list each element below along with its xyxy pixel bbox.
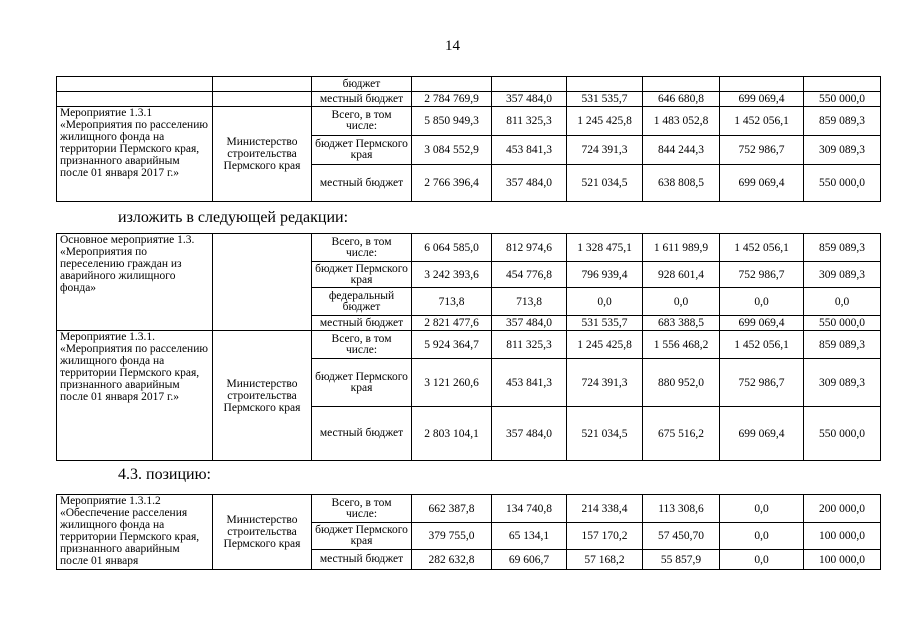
source-cell: бюджет Пермского края: [312, 523, 412, 550]
value-cell: 796 939,4: [567, 262, 643, 288]
value-cell: 811 325,3: [492, 331, 567, 359]
value-cell: 0,0: [643, 288, 720, 316]
source-cell: местный бюджет: [312, 407, 412, 461]
value-cell: 1 483 052,8: [643, 107, 720, 136]
value-cell: 1 452 056,1: [720, 234, 804, 262]
ministry-cell: Министерство строительства Пермского края: [213, 107, 312, 202]
source-cell: бюджет: [312, 77, 412, 92]
value-cell: 683 388,5: [643, 316, 720, 331]
table-row: [57, 331, 881, 359]
value-cell: 550 000,0: [804, 407, 881, 461]
value-cell: 100 000,0: [804, 523, 881, 550]
value-cell: 5 924 364,7: [412, 331, 492, 359]
top-table: [56, 76, 881, 202]
value-cell: 1 452 056,1: [720, 107, 804, 136]
value-cell: 638 808,5: [643, 165, 720, 202]
value-cell: 379 755,0: [412, 523, 492, 550]
bottom-table: [56, 494, 881, 570]
value-cell: 357 484,0: [492, 316, 567, 331]
value-cell: 309 089,3: [804, 262, 881, 288]
value-cell: [720, 77, 804, 92]
value-cell: 57 450,70: [643, 523, 720, 550]
value-cell: 521 034,5: [567, 407, 643, 461]
value-cell: 0,0: [567, 288, 643, 316]
value-cell: 699 069,4: [720, 407, 804, 461]
value-cell: 812 974,6: [492, 234, 567, 262]
value-cell: 859 089,3: [804, 107, 881, 136]
value-cell: 699 069,4: [720, 316, 804, 331]
value-cell: 699 069,4: [720, 165, 804, 202]
source-cell: Всего, в том числе:: [312, 107, 412, 136]
value-cell: 1 328 475,1: [567, 234, 643, 262]
value-cell: 550 000,0: [804, 92, 881, 107]
ministry-cell: Министерство строительства Пермского края: [213, 331, 312, 461]
section-heading: изложить в следующей редакции:: [118, 209, 349, 226]
value-cell: 0,0: [720, 495, 804, 523]
ministry-cell: Министерство строительства Пермского края: [213, 495, 312, 570]
value-cell: 1 556 468,2: [643, 331, 720, 359]
value-cell: 724 391,3: [567, 359, 643, 407]
value-cell: 928 601,4: [643, 262, 720, 288]
table-row: [57, 495, 881, 523]
value-cell: 6 064 585,0: [412, 234, 492, 262]
value-cell: 357 484,0: [492, 407, 567, 461]
source-cell: местный бюджет: [312, 165, 412, 202]
value-cell: 0,0: [720, 288, 804, 316]
event-cell: Мероприятие 1.3.1.2 «Обеспечение расселения жилищного фонда на территории Пермского края, признанного аварийным после 01 января: [57, 495, 213, 570]
value-cell: 200 000,0: [804, 495, 881, 523]
value-cell: 646 680,8: [643, 92, 720, 107]
value-cell: 880 952,0: [643, 359, 720, 407]
table-row: [57, 234, 881, 262]
value-cell: 357 484,0: [492, 165, 567, 202]
page-number: 14: [445, 38, 460, 54]
value-cell: 521 034,5: [567, 165, 643, 202]
table-row: [57, 107, 881, 136]
value-cell: 69 606,7: [492, 550, 567, 570]
source-cell: федеральный бюджет: [312, 288, 412, 316]
value-cell: 662 387,8: [412, 495, 492, 523]
value-cell: 550 000,0: [804, 165, 881, 202]
value-cell: 752 986,7: [720, 359, 804, 407]
value-cell: 55 857,9: [643, 550, 720, 570]
value-cell: 453 841,3: [492, 136, 567, 165]
middle-table: [56, 233, 881, 461]
section-heading: 4.3. позицию:: [118, 466, 211, 483]
event-cell: Мероприятие 1.3.1 «Мероприятия по расселению жилищного фонда на территории Пермского края, признанного аварийным после 01 января 2017 г.»: [57, 107, 213, 202]
value-cell: 113 308,6: [643, 495, 720, 523]
value-cell: 752 986,7: [720, 136, 804, 165]
value-cell: [804, 77, 881, 92]
source-cell: бюджет Пермского края: [312, 262, 412, 288]
value-cell: 2 784 769,9: [412, 92, 492, 107]
value-cell: 550 000,0: [804, 316, 881, 331]
value-cell: 157 170,2: [567, 523, 643, 550]
source-cell: местный бюджет: [312, 550, 412, 570]
value-cell: 282 632,8: [412, 550, 492, 570]
value-cell: 3 242 393,6: [412, 262, 492, 288]
value-cell: [412, 77, 492, 92]
source-cell: местный бюджет: [312, 316, 412, 331]
value-cell: 713,8: [492, 288, 567, 316]
source-cell: Всего, в том числе:: [312, 495, 412, 523]
source-cell: бюджет Пермского края: [312, 359, 412, 407]
value-cell: 5 850 949,3: [412, 107, 492, 136]
source-cell: Всего, в том числе:: [312, 234, 412, 262]
value-cell: 811 325,3: [492, 107, 567, 136]
value-cell: 844 244,3: [643, 136, 720, 165]
value-cell: 2 766 396,4: [412, 165, 492, 202]
value-cell: 531 535,7: [567, 92, 643, 107]
value-cell: 57 168,2: [567, 550, 643, 570]
ministry-cell: [213, 234, 312, 331]
source-cell: местный бюджет: [312, 92, 412, 107]
value-cell: 65 134,1: [492, 523, 567, 550]
value-cell: 453 841,3: [492, 359, 567, 407]
value-cell: [492, 77, 567, 92]
value-cell: 134 740,8: [492, 495, 567, 523]
value-cell: 1 245 425,8: [567, 331, 643, 359]
value-cell: 699 069,4: [720, 92, 804, 107]
event-cell: Основное мероприятие 1.3. «Мероприятия по переселению граждан из аварийного жилищного фонда»: [57, 234, 213, 331]
value-cell: 3 084 552,9: [412, 136, 492, 165]
value-cell: 2 803 104,1: [412, 407, 492, 461]
value-cell: 859 089,3: [804, 331, 881, 359]
value-cell: 214 338,4: [567, 495, 643, 523]
value-cell: 100 000,0: [804, 550, 881, 570]
value-cell: 309 089,3: [804, 359, 881, 407]
event-cell: Мероприятие 1.3.1. «Мероприятия по расселению жилищного фонда на территории Пермского края, признанного аварийным после 01 января 2017 г.»: [57, 331, 213, 461]
table-row: [57, 92, 881, 107]
table-row: [57, 77, 881, 92]
value-cell: 357 484,0: [492, 92, 567, 107]
value-cell: 1 245 425,8: [567, 107, 643, 136]
value-cell: 1 452 056,1: [720, 331, 804, 359]
value-cell: 309 089,3: [804, 136, 881, 165]
value-cell: 0,0: [720, 550, 804, 570]
value-cell: 0,0: [720, 523, 804, 550]
value-cell: 531 535,7: [567, 316, 643, 331]
value-cell: 752 986,7: [720, 262, 804, 288]
value-cell: [567, 77, 643, 92]
source-cell: бюджет Пермского края: [312, 136, 412, 165]
value-cell: 859 089,3: [804, 234, 881, 262]
source-cell: Всего, в том числе:: [312, 331, 412, 359]
value-cell: [643, 77, 720, 92]
value-cell: 675 516,2: [643, 407, 720, 461]
value-cell: 454 776,8: [492, 262, 567, 288]
value-cell: 713,8: [412, 288, 492, 316]
value-cell: 0,0: [804, 288, 881, 316]
value-cell: 2 821 477,6: [412, 316, 492, 331]
value-cell: 724 391,3: [567, 136, 643, 165]
value-cell: 3 121 260,6: [412, 359, 492, 407]
value-cell: 1 611 989,9: [643, 234, 720, 262]
